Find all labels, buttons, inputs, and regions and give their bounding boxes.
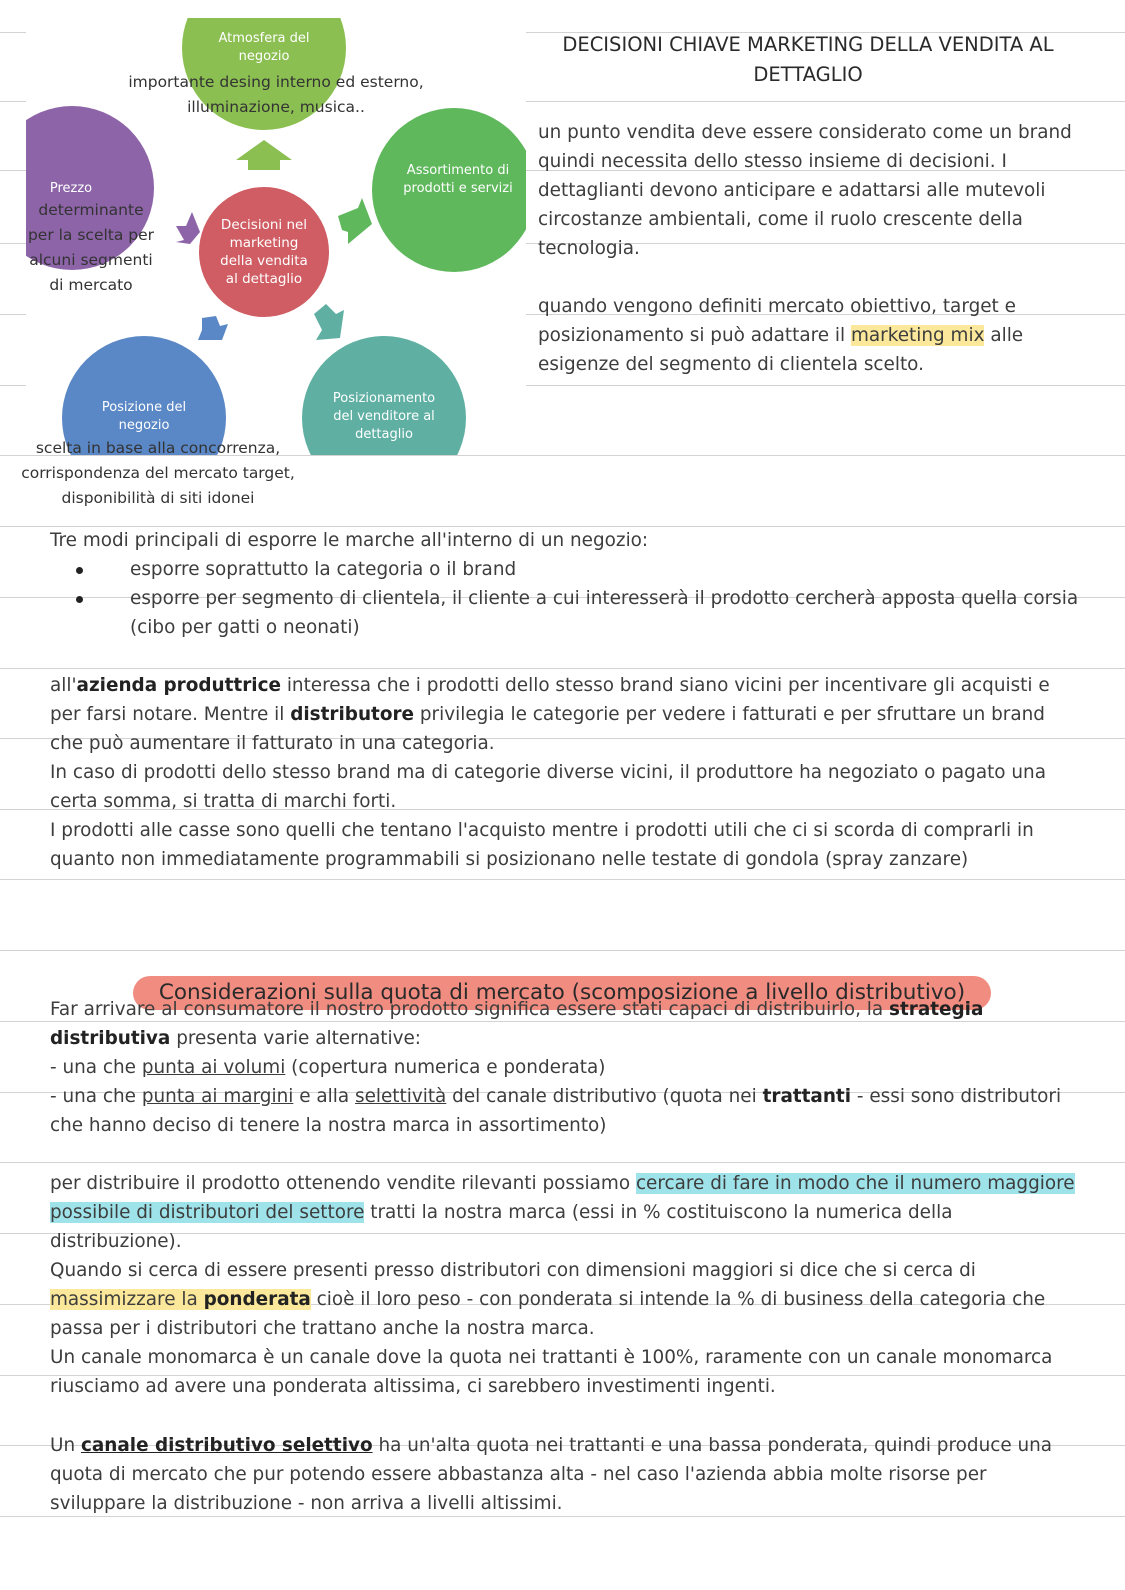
bold-term: strategia distributiva	[50, 999, 984, 1049]
center-label: Decisioni nel marketing della vendita al dettaglio	[220, 217, 308, 287]
text-run: interessa che i prodotti dello stesso brand siano vicini per incentivare gli acquisti e per farsi notare. Mentre il	[50, 675, 1050, 725]
prezzo-note: determinante per la scelta per alcuni segmenti di mercato	[27, 201, 155, 294]
text-run: - essi sono distributori che hanno deciso di tenere la nostra marca in assortimento)	[50, 1086, 1062, 1136]
prezzo-label: Prezzo	[49, 181, 93, 196]
bold-term: azienda produttrice	[76, 675, 281, 696]
producer-paragraph	[50, 671, 1080, 758]
text-run: cioè il loro peso - con ponderata si intende la % di business della categoria che passa per i distributori che trattano anche la nostra marca.	[50, 1289, 1046, 1339]
text-run: - una che	[50, 1057, 142, 1078]
display-lead: Tre modi principali di esporre le marche all'interno di un negozio:	[50, 530, 649, 551]
underlined-term: punta ai volumi	[141, 1057, 286, 1078]
posizione-label: Posizione del negozio	[101, 400, 187, 433]
text-run: - una che	[50, 1086, 142, 1107]
text-run: ha un'alta quota nei trattanti e una bassa ponderata, quindi produce una quota di mercato che pur potendo essere abbastanza alta - nel caso l'azienda abbia molte risorse per sviluppare la distribuzione - non arriva a livelli altissimi.	[50, 1435, 1053, 1514]
page-title: DECISIONI CHIAVE MARKETING DELLA VENDITA AL DETTAGLIO	[562, 33, 1054, 86]
section-list-line	[50, 1053, 1080, 1082]
underlined-term: punta ai margini	[141, 1086, 294, 1107]
yellow-highlight	[50, 1289, 311, 1310]
underlined-term: selettività	[354, 1086, 447, 1107]
display-bullet-list	[50, 555, 1080, 642]
text-run: all'	[50, 675, 77, 696]
arrow-up-icon	[236, 140, 292, 170]
section-paragraph: Un canale monomarca è un canale dove la quota nei trattanti è 100%, raramente con un canale monomarca riusciamo ad avere una ponderata altissima, ci sarebbero investimenti ingenti.	[50, 1347, 1053, 1397]
producer-section	[50, 671, 1080, 874]
arrow-down-right-icon	[314, 304, 344, 340]
text-run: Far arrivare al consumatore il nostro prodotto significa essere stati capaci di distribuirlo, la	[50, 999, 890, 1020]
section-paragraph	[50, 995, 1080, 1053]
text-run: Quando si cerca di essere presenti presso distributori con dimensioni maggiori si dice che si cerca di	[50, 1260, 976, 1281]
ruled-line	[0, 950, 1125, 951]
producer-paragraph: I prodotti alle casse sono quelli che tentano l'acquisto mentre i prodotti utili che ci si scorda di comprarli in quanto non immediatamente programmabili si posizionano nelle testate di gondola (spray zanzare)	[50, 820, 1034, 870]
arrow-right-icon	[338, 198, 372, 244]
distribution-section	[50, 1169, 1080, 1401]
intro-paragraph: un punto vendita deve essere considerato come un brand quindi necessita dello stesso insieme di decisioni. I dettaglianti devono anticipare e adattarsi alle mutevoli circostanze ambientali, come il ruolo crescente della tecnologia.	[538, 122, 1072, 259]
section-paragraph	[50, 1169, 1080, 1256]
text-run: (copertura numerica e ponderata)	[285, 1057, 606, 1078]
bold-term: trattanti	[762, 1086, 852, 1107]
bold-underlined-term: canale distributivo selettivo	[80, 1435, 373, 1456]
intro-text: alle esigenze del segmento di clientela scelto.	[538, 325, 1024, 375]
text-run: privilegia le categorie per vedere i fatturati e per sfruttare un brand che può aumentare il fatturato in una categoria.	[50, 704, 1045, 754]
ruled-line	[0, 879, 1125, 880]
bold-term: ponderata	[203, 1289, 311, 1310]
market-share-section	[50, 995, 1080, 1140]
atmosfera-note: importante desing interno ed esterno, illuminazione, musica..	[128, 73, 424, 116]
text-run: per distribuire il prodotto ottenendo vendite rilevanti possiamo	[50, 1173, 636, 1194]
marketing-mix-highlight: marketing mix	[851, 325, 985, 346]
section-paragraph	[50, 1256, 1080, 1343]
intro-text: quando vengono definiti mercato obiettivo, target e posizionamento si può adattare il	[538, 296, 1016, 346]
bold-term: distributore	[290, 704, 415, 725]
producer-paragraph: In caso di prodotti dello stesso brand ma di categorie diverse vicini, il produttore ha negoziato o pagato una certa somma, si tratta di marchi forti.	[50, 762, 1046, 812]
text-run: tratti la nostra marca (essi in % costituiscono la numerica della distribuzione).	[50, 1202, 953, 1252]
ruled-line	[0, 1162, 1125, 1163]
text-run: massimizzare la	[50, 1289, 204, 1310]
ruled-line	[0, 668, 1125, 669]
section-paragraph	[50, 1431, 1080, 1518]
posizione-note: scelta in base alla concorrenza, corrispondenza del mercato target, disponibilità di siti idonei	[21, 439, 295, 507]
arrow-down-left-icon	[198, 316, 228, 340]
retail-decisions-diagram	[26, 18, 526, 455]
text-run: e alla	[293, 1086, 355, 1107]
arrow-left-icon	[176, 212, 200, 244]
section-list-line	[50, 1082, 1080, 1140]
assortimento-label: Assortimento di prodotti e servizi	[403, 163, 513, 196]
text-run: del canale distributivo (quota nei	[446, 1086, 763, 1107]
posizionamento-label: Posizionamento del venditore al dettaglio	[332, 391, 436, 442]
selective-channel-section	[50, 1431, 1080, 1518]
text-run: presenta varie alternative:	[170, 1028, 421, 1049]
list-item: esporre soprattutto la categoria o il brand	[50, 555, 1080, 584]
text-run: Un	[50, 1435, 81, 1456]
atmosfera-label: Atmosfera del negozio	[218, 31, 310, 64]
intro-paragraph-2	[538, 292, 1078, 379]
cyan-highlight: cercare di fare in modo che il numero maggiore possibile di distributori del settore	[50, 1173, 1075, 1223]
list-item: esporre per segmento di clientela, il cliente a cui interesserà il prodotto cercherà apposta quella corsia (cibo per gatti o neonati)	[50, 584, 1080, 642]
display-section	[50, 526, 1080, 642]
section-heading: Considerazioni sulla quota di mercato (scomposizione a livello distributivo)	[133, 976, 991, 1010]
